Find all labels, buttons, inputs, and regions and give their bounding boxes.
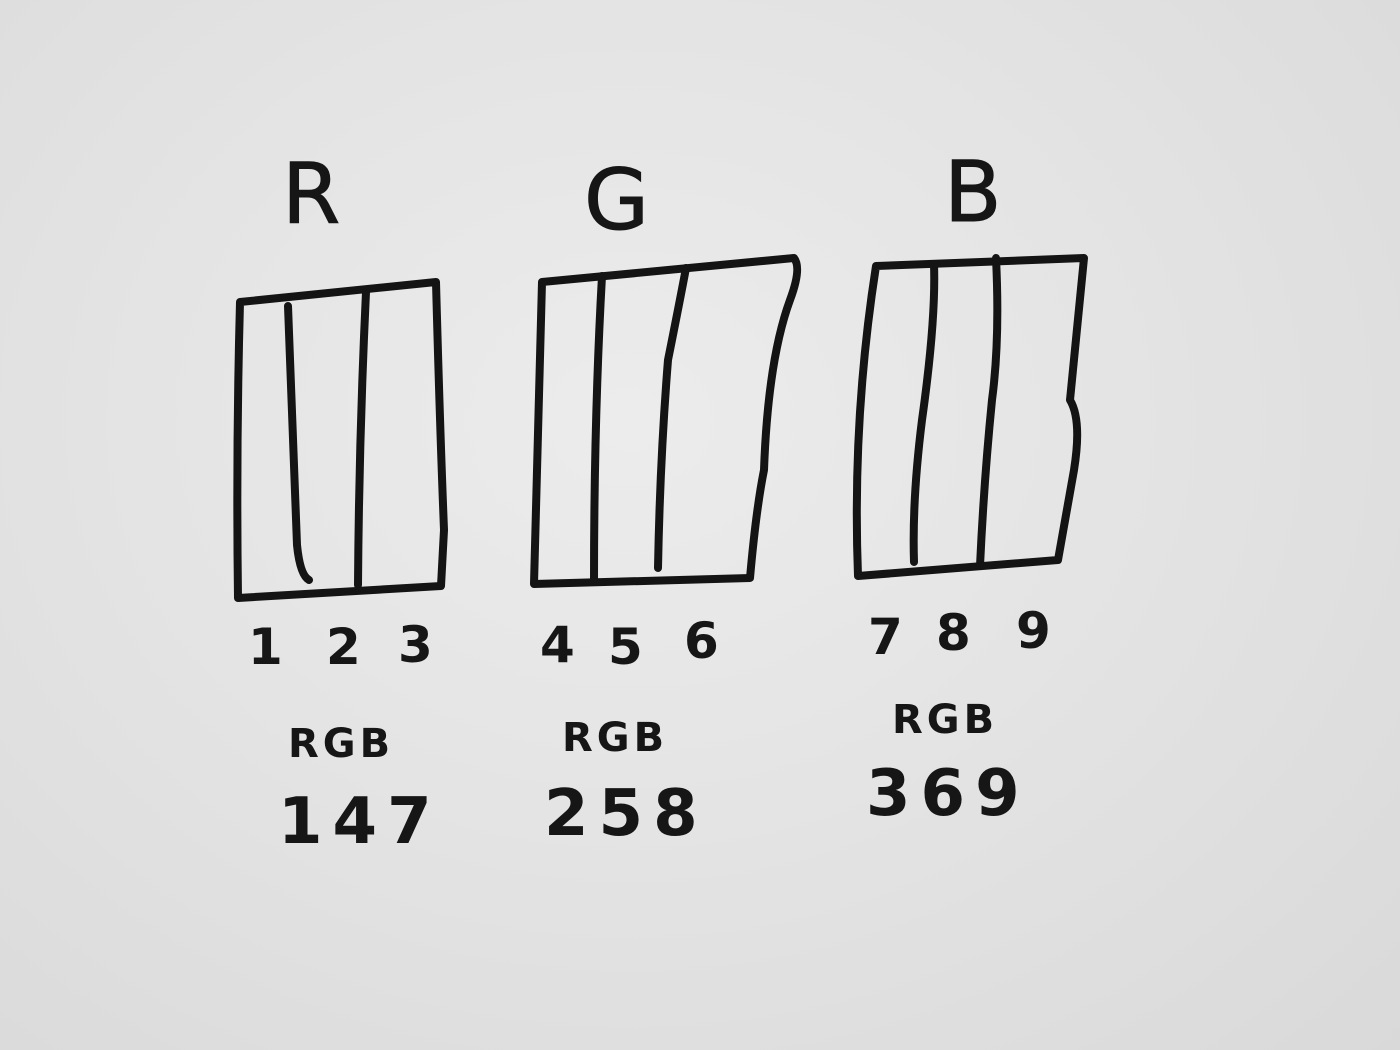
panel-g-divider-2 (658, 268, 686, 568)
panel-b-box (857, 258, 1084, 576)
index-label-9: 9 (1016, 602, 1051, 660)
index-label-4: 4 (540, 616, 575, 674)
index-label-2: 2 (326, 618, 361, 676)
panel-b-divider-2 (980, 258, 997, 566)
channel-letter-r: R (282, 145, 341, 243)
rgb-caption-3: RGB (892, 697, 999, 743)
rgb-caption-2: RGB (562, 715, 669, 761)
combo-value-258: 258 (544, 777, 708, 851)
index-label-1: 1 (248, 618, 283, 676)
panel-r-divider-1 (288, 306, 309, 580)
panel-r-divider-2 (358, 292, 366, 585)
panel-r-outline (237, 282, 444, 598)
index-label-7: 7 (868, 608, 903, 666)
index-label-6: 6 (684, 612, 719, 670)
rgb-caption-1: RGB (288, 721, 395, 767)
channel-letter-b: B (944, 143, 1002, 241)
panel-g-box (534, 258, 797, 584)
panel-g-divider-1 (594, 276, 602, 582)
panel-r-box (237, 282, 444, 598)
combo-value-369: 369 (866, 757, 1030, 831)
panel-b-outline (857, 258, 1084, 576)
panel-b-divider-1 (914, 264, 935, 562)
index-label-5: 5 (608, 618, 643, 676)
index-label-3: 3 (398, 616, 433, 674)
combo-value-147: 147 (278, 785, 442, 859)
channel-letter-g: G (584, 151, 650, 249)
index-label-8: 8 (936, 604, 971, 662)
